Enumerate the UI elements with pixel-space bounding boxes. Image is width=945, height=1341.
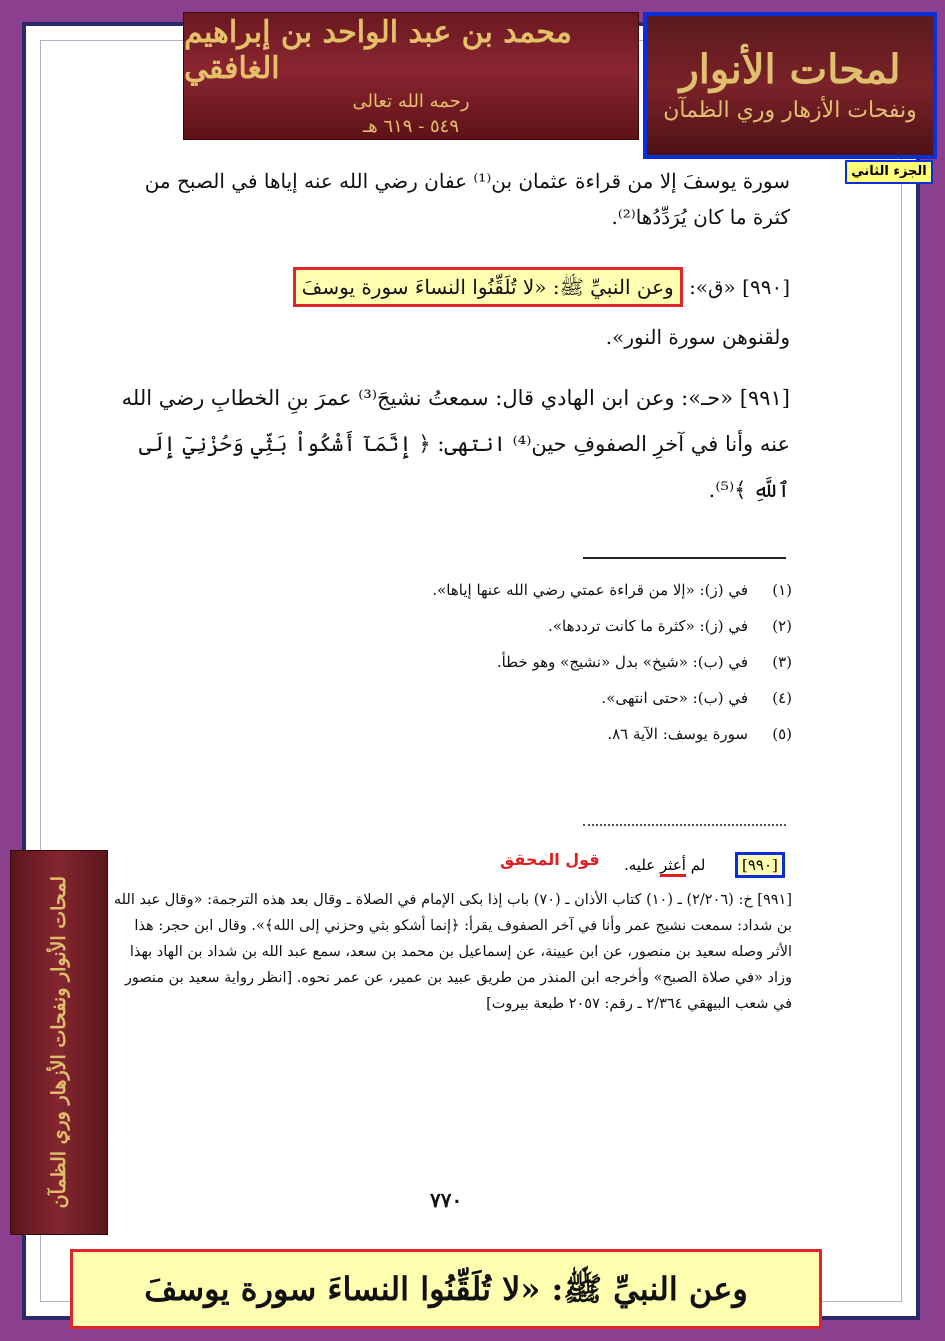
spine-text: لمحات الأنوار ونفحات الأزهار وري الظمآن (47, 876, 70, 1209)
footnote-number: (١) (772, 581, 792, 599)
dotted-separator (583, 824, 786, 826)
paragraph-intro: سورة يوسفَ إلا من قراءة عثمان بن⁽¹⁾ عفان رضي الله عنه إياها في الصبح من كثرة ما كان يُرَدِّدُها⁽²⁾. (144, 169, 790, 229)
bottom-banner: وعن النبيِّ ﷺ: «لا تُلَقِّنُوا النساءَ سورة يوسفَ (70, 1249, 822, 1329)
footnote-number: (٤) (772, 689, 792, 707)
footnote-text: في (ب): «شيخ» بدل «نشيج» وهو خطأ. (496, 653, 748, 671)
footnote-number: (٢) (772, 617, 792, 635)
hadith-990-number: [٩٩٠] «ق»: (689, 275, 790, 299)
book-title: لمحات الأنوار (679, 46, 901, 93)
footnote-number: (٥) (772, 725, 792, 743)
author-dates: ٥٤٩ - ٦١٩ هـ (362, 116, 460, 137)
page-number: ٧٧٠ (430, 1188, 463, 1212)
footnote-text: في (ز): «إلا من قراءة عمتي رضي الله عنها إياها». (432, 581, 748, 599)
footnote-text: في (ز): «كثرة ما كانت ترددها». (548, 617, 748, 635)
hadith-991: [٩٩١] «حـ»: وعن ابن الهادي قال: سمعتُ نشيجَ⁽³⁾ عمرَ بنِ الخطابِ رضي الله عنه وأنا في آخرِ الصفوفِ حين⁽⁴⁾ انتهى: ﴿ إِنَّمَآ أَشْكُواْ بَثِّي وَحُزْنِيٓ إِلَى ٱللَّهِ ﴾⁽⁵⁾. (121, 386, 790, 502)
note-990-part-a: لم (685, 856, 706, 874)
author-prayer: رحمه الله تعالى (352, 91, 470, 112)
hadith-990 (110, 262, 790, 362)
footnote-item (300, 608, 792, 644)
book-subtitle: ونفحات الأزهار وري الظمآن (663, 98, 917, 123)
verifier-note-991: [٩٩١] خ: (٢/٢٠٦) ـ (١٠) كتاب الأذان ـ (٧٠) باب إذا بكى الإمام في الصلاة ـ وقال بعد هذه الترجمة: «وقال عبد الله بن شداد: سمعت نشيج عمر وأنا في آخر الصفوف يقرأ: ﴿إنما أشكو بثي وحزني إلى الله﴾». وقال ابن حجر: هذا الأثر وصله سعيد بن منصور، عن ابن عيينة، عن إسماعيل بن محمد بن سعد، سمع عبد الله بن شداد بن الهاد بهذا وزاد «في صلاة الصبح» وأخرجه ابن المنذر من طريق عبيد بن عمير، عن عمر نحوه. [انظر رواية سعيد بن منصور في شعب البيهقي ٢/٣٦٤ ـ رقم: ٢٠٥٧ طبعة بيروت] (113, 892, 792, 1012)
book-spine-image (10, 850, 108, 1235)
footnote-separator (583, 557, 786, 559)
footnote-text: سورة يوسف: الآية ٨٦. (607, 725, 748, 743)
author-name: محمد بن عبد الواحد بن إبراهيم الغافقي (184, 15, 572, 86)
footnote-item (300, 572, 792, 608)
book-title-block (643, 12, 937, 159)
part-label: الجزء الثاني (845, 160, 933, 184)
footnote-item (300, 644, 792, 680)
verifier-label: قول المحقق (500, 850, 600, 869)
footnote-item (300, 716, 792, 752)
note-990-part-c: عليه. (624, 856, 661, 874)
verifier-note-990 (624, 856, 705, 874)
footnote-text: في (ب): «حتى انتهى». (601, 689, 748, 707)
hadith-990-highlight: وعن النبيِّ ﷺ: «لا تُلَقِّنُوا النساءَ سورة يوسفَ (293, 267, 683, 307)
footnote-item (300, 680, 792, 716)
verifier-ref-990: [٩٩٠] (735, 852, 785, 878)
author-banner (183, 12, 639, 140)
hadith-990-rest: ولقنوهن سورة النور». (605, 325, 790, 349)
footnotes-list (300, 572, 792, 752)
footnote-number: (٣) (772, 653, 792, 671)
note-990-underlined: أعثر (660, 856, 686, 877)
